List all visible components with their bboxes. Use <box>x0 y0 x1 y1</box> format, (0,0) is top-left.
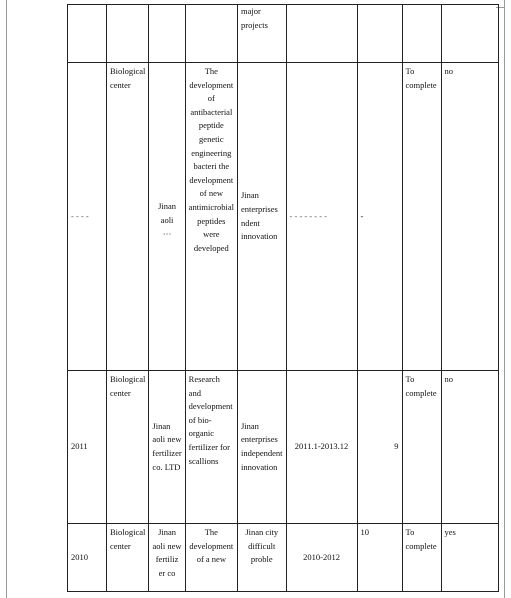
company-cell <box>149 5 185 63</box>
status-cell: To complete <box>402 371 441 524</box>
crop-mark-left <box>6 0 7 598</box>
source-cell: major projects <box>237 5 286 63</box>
project-cell: The development of antibacterial peptide genetic engineering bacteri the development of new antimicrobial peptides were developed <box>185 63 237 371</box>
year-cell: 2010 <box>68 524 107 592</box>
source-cell: Jinan city difficult proble <box>237 524 286 592</box>
source-cell: Jinan enterprises independent innovation <box>237 371 286 524</box>
project-cell: Research and development of bio-organic fertilizer for scallions <box>185 371 237 524</box>
year-cell <box>68 5 107 63</box>
company-cell: Jinan aoli ··· <box>149 63 185 371</box>
category-cell: Biological center <box>107 524 149 592</box>
year-cell: 2011 <box>68 371 107 524</box>
period-cell: 2011.1-2013.12 <box>286 371 357 524</box>
amount-cell: 10 <box>357 524 402 592</box>
amount-cell: - <box>357 63 402 371</box>
period-cell <box>286 5 357 63</box>
flag-cell: no <box>441 63 498 371</box>
category-cell <box>107 5 149 63</box>
category-cell: Biological center <box>107 63 149 371</box>
amount-cell <box>357 5 402 63</box>
table-row <box>68 524 499 592</box>
project-cell <box>185 5 237 63</box>
status-cell: To complete <box>402 524 441 592</box>
status-cell <box>402 5 441 63</box>
status-cell: To complete <box>402 63 441 371</box>
company-cell: Jinan aoli new fertilizer co. LTD <box>149 371 185 524</box>
source-cell: Jinan enterprises ndent innovation <box>237 63 286 371</box>
flag-cell <box>441 5 498 63</box>
project-cell: The development of a new <box>185 524 237 592</box>
category-cell: Biological center <box>107 371 149 524</box>
projects-table <box>67 4 499 592</box>
period-cell: 2010-2012 <box>286 524 357 592</box>
table-row <box>68 5 499 63</box>
flag-cell: yes <box>441 524 498 592</box>
amount-cell: 9 <box>357 371 402 524</box>
table-row <box>68 63 499 371</box>
table-row <box>68 371 499 524</box>
period-cell: - - - - - - - - <box>286 63 357 371</box>
company-cell: Jinan aoli new fertiliz er co <box>149 524 185 592</box>
year-cell: - - - - <box>68 63 107 371</box>
flag-cell: no <box>441 371 498 524</box>
crop-mark-right <box>504 0 505 598</box>
